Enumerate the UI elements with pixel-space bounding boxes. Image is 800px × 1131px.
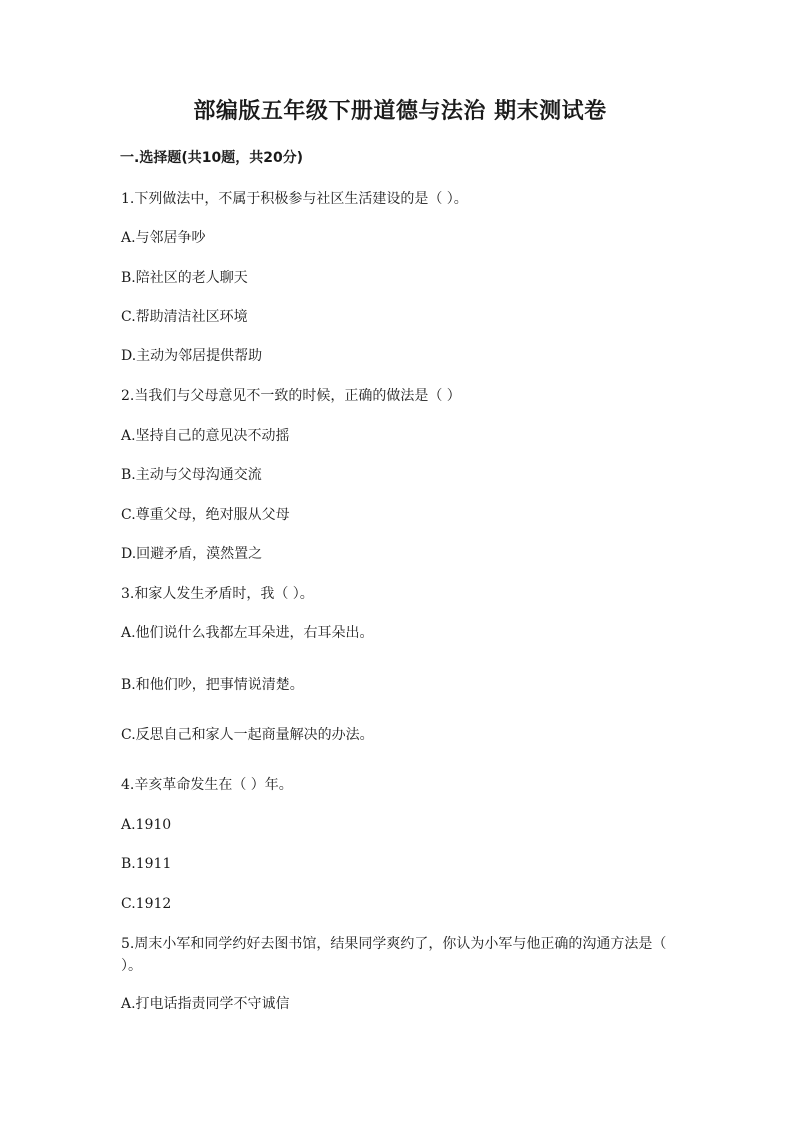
- question-option: C.反思自己和家人一起商量解决的办法。: [121, 727, 374, 743]
- question-option: C.帮助清洁社区环境: [121, 309, 248, 325]
- question-option: C.1912: [121, 896, 172, 912]
- question-option: A.打电话指责同学不守诚信: [121, 996, 290, 1012]
- question-stem: 4.辛亥革命发生在（ ）年。: [121, 777, 293, 793]
- question-stem: 5.周末小军和同学约好去图书馆，结果同学爽约了，你认为小军与他正确的沟通方法是（ ）。: [121, 936, 667, 974]
- question-option: B.1911: [121, 856, 172, 872]
- question-option: A.坚持自己的意见决不动摇: [121, 428, 290, 444]
- question-option: D.回避矛盾，漠然置之: [121, 546, 263, 562]
- question-option: B.陪社区的老人聊天: [121, 270, 248, 286]
- section-heading: 一.选择题(共10题，共20分): [120, 150, 304, 166]
- question-stem: 1.下列做法中，不属于积极参与社区生活建设的是（ ）。: [121, 191, 468, 207]
- question-option: C.尊重父母，绝对服从父母: [121, 507, 290, 523]
- question-option: B.和他们吵，把事情说清楚。: [121, 677, 304, 693]
- question-option: B.主动与父母沟通交流: [121, 467, 262, 483]
- question-option: A.1910: [121, 817, 172, 833]
- question-option: D.主动为邻居提供帮助: [121, 348, 263, 364]
- page-title: 部编版五年级下册道德与法治 期末测试卷: [193, 99, 607, 124]
- question-stem: 3.和家人发生矛盾时，我（ ）。: [121, 586, 314, 602]
- question-option: A.与邻居争吵: [121, 230, 206, 246]
- question-option: A.他们说什么我都左耳朵进，右耳朵出。: [121, 625, 374, 641]
- question-stem: 2.当我们与父母意见不一致的时候，正确的做法是（ ）: [121, 388, 461, 404]
